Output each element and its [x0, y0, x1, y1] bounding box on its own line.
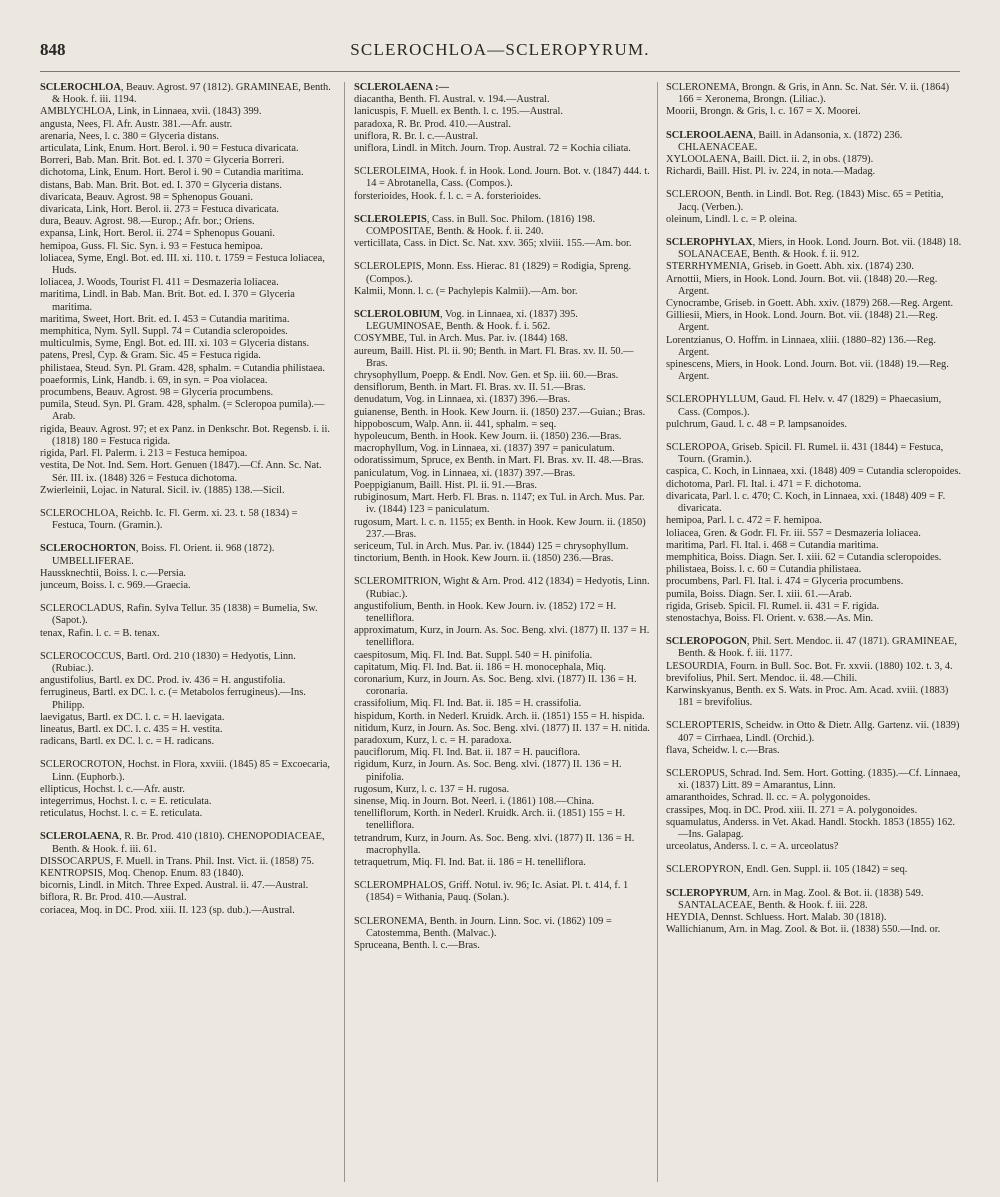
entry-line: Richardi, Baill. Hist. Pl. iv. 224, in nota.—Madag. — [666, 166, 876, 178]
entry-line: SCLEROCHLOA, Beauv. Agrost. 97 (1812). GRAMINEAE, Benth. & Hook. f. iii. 1194. — [40, 82, 331, 106]
column-divider — [344, 82, 345, 1182]
entry-line: memphitica, Boiss. Diagn. Ser. I. xiii. 62 = Cutandia scleropoides. — [666, 551, 942, 563]
entry-line: SCLERONEMA, Benth. in Journ. Linn. Soc. vi. (1862) 109 = Catostemma, Benth. (Malvac.). — [354, 915, 612, 939]
entry-line: coronarium, Kurz, in Journ. As. Soc. Beng. xlvi. (1877) II. 136 = H. coronaria. — [354, 673, 637, 698]
entry-line: hemipoa, Parl. l. c. 472 = F. hemipoa. — [666, 515, 822, 527]
entry-line: hypoleucum, Benth. in Hook. Kew Journ. ii. (1850) 236.—Bras. — [354, 431, 622, 443]
entry-line: Zwierleinii, Lojac. in Natural. Sicil. iv. (1885) 138.—Sicil. — [40, 484, 285, 496]
entry-line: hispidum, Korth. in Nederl. Kruidk. Arch. ii. (1851) 155 = H. hispida. — [354, 710, 645, 722]
entry-line: hippoboscum, Walp. Ann. ii. 441, sphalm. = seq. — [354, 418, 557, 430]
headword: SCLEROCHLOA — [40, 82, 121, 93]
entry-line: HEYDIA, Dennst. Schluess. Hort. Malab. 30 (1818). — [666, 911, 887, 923]
entry-line: tetraquetrum, Miq. Fl. Ind. Bat. ii. 186 = H. tenelliflora. — [354, 856, 586, 868]
entry-line: SCLEROLEPIS, Monn. Ess. Hierac. 81 (1829) = Rodigia, Spreng. (Compos.). — [354, 261, 632, 285]
entry-line: densiflorum, Benth. in Mart. Fl. Bras. xv. II. 51.—Bras. — [354, 382, 586, 394]
entry-line: maritima, Lindl. in Bab. Man. Brit. Bot. ed. I. 370 = Glyceria maritima. — [40, 289, 295, 313]
entry-line: forsterioides, Hook. f. l. c. = A. forsterioides. — [354, 190, 542, 202]
entry-line: Cynocrambe, Griseb. in Goett. Abh. xxiv. (1879) 268.—Reg. Argent. — [666, 298, 954, 310]
headword: SCLEROLAENA — [40, 831, 120, 843]
running-head: SCLEROCHLOA—SCLEROPYRUM. — [350, 40, 650, 59]
entry-line: spinescens, Miers, in Hook. Lond. Journ. Bot. vii. (1848) 19.—Reg. Argent. — [666, 359, 949, 383]
entry-line: nitidum, Kurz, in Journ. As. Soc. Beng. xlvi. (1877) II. 137 = H. nitida. — [354, 722, 650, 734]
dictionary-entry — [666, 768, 962, 853]
dictionary-entry — [354, 309, 652, 565]
headword: SCLEROLEPIS — [354, 213, 427, 225]
entry-line: divaricata, Beauv. Agrost. 98 = Sphenopus Gouani. — [40, 191, 253, 203]
entry-line: philistaea, Boiss. l. c. 60 = Cutandia philistaea. — [666, 564, 862, 576]
dictionary-entry — [354, 261, 652, 298]
entry-line: brevifolius, Phil. Sert. Mendoc. ii. 48.—Chili. — [666, 672, 858, 684]
entry-line: SCLEROOLAENA, Baill. in Adansonia, x. (1872) 236. CHLAENACEAE. — [666, 129, 903, 153]
entry-line: junceum, Boiss. l. c. 969.—Graecia. — [40, 579, 191, 591]
entry-line: capitatum, Miq. Fl. Ind. Bat. ii. 186 = H. monocephala, Miq. — [354, 661, 607, 673]
entry-line: sericeum, Tul. in Arch. Mus. Par. iv. (1844) 125 = chrysophyllum. — [354, 540, 629, 552]
entry-line: sinense, Miq. in Journ. Bot. Neerl. i. (1861) 108.—China. — [354, 795, 595, 807]
entry-line: diacantha, Benth. Fl. Austral. v. 194.—Austral. — [354, 94, 550, 106]
headword: SCLEROPYRUM — [666, 887, 748, 899]
entry-line: memphitica, Nym. Syll. Suppl. 74 = Cutandia scleropoides. — [40, 326, 288, 338]
column-divider — [657, 82, 658, 1182]
entry-line: SCLERONEMA, Brongn. & Gris, in Ann. Sc. Nat. Sér. V. ii. (1864) 166 = Xeronema, Brongn. (Liliac.). — [666, 82, 950, 106]
entry-line: crassifolium, Miq. Fl. Ind. Bat. ii. 185 = H. crassifolia. — [354, 698, 582, 710]
entry-line: denudatum, Vog. in Linnaea, xi. (1837) 396.—Bras. — [354, 394, 571, 406]
entry-line: SCLEROCLADUS, Rafin. Sylva Tellur. 35 (1838) = Bumelia, Sw. (Sapot.). — [40, 603, 318, 627]
entry-line: pumila, Steud. Syn. Pl. Gram. 428, sphalm. (= Scleropoa pumila).—Arab. — [40, 399, 325, 423]
entry-line: SCLEROPYRUM, Arn. in Mag. Zool. & Bot. ii. (1838) 549. SANTALACEAE, Benth. & Hook. f. iii. 228. — [666, 887, 924, 911]
entry-line: dura, Beauv. Agrost. 98.—Europ.; Afr. bor.; Oriens. — [40, 216, 255, 228]
entry-line: tinctorium, Benth. in Hook. Kew Journ. ii. (1850) 236.—Bras. — [354, 553, 614, 565]
entry-line: uniflora, R. Br. l. c.—Austral. — [354, 130, 479, 142]
dictionary-entry — [666, 442, 962, 625]
entry-line: SCLEROMITRION, Wight & Arn. Prod. 412 (1834) = Hedyotis, Linn. (Rubiac.). — [354, 576, 650, 600]
dictionary-entry — [666, 130, 962, 179]
entry-line: lanicuspis, F. Muell. ex Benth. l. c. 195.—Austral. — [354, 106, 563, 118]
entry-line: paniculatum, Vog. in Linnaea, xi. (1837) 397.—Bras. — [354, 467, 576, 479]
entry-line: biflora, R. Br. Prod. 410.—Austral. — [40, 892, 187, 904]
entry-line: Lorentzianus, O. Hoffm. in Linnaea, xliii. (1880–82) 136.—Reg. Argent. — [666, 334, 936, 358]
entry-line: guianense, Benth. in Hook. Kew Journ. ii. (1850) 237.—Guian.; Bras. — [354, 406, 646, 418]
entry-line: SCLEROPOGON, Phil. Sert. Mendoc. ii. 47 (1871). GRAMINEAE, Benth. & Hook. f. iii. 1177. — [666, 636, 957, 660]
entry-line: maritima, Parl. Fl. Ital. i. 468 = Cutandia maritima. — [666, 539, 879, 551]
entry-line: SCLEROCHORTON, Boiss. Fl. Orient. ii. 968 (1872). UMBELLIFERAE. — [40, 543, 275, 567]
entry-line: crassipes, Moq. in DC. Prod. xiii. II. 271 = A. polygonoides. — [666, 804, 918, 816]
entry-line: SCLEROPHYLLUM, Gaud. Fl. Helv. v. 47 (1829) = Phaecasium, Cass. (Compos.). — [666, 394, 942, 418]
entry-line: verticillata, Cass. in Dict. Sc. Nat. xxv. 365; xlviii. 155.—Am. bor. — [354, 238, 632, 250]
entry-line: chrysophyllum, Poepp. & Endl. Nov. Gen. et Sp. iii. 60.—Bras. — [354, 370, 619, 382]
entry-line: pulchrum, Gaud. l. c. 48 = P. lampsanoides. — [666, 418, 848, 430]
entry-line: rugosum, Mart. l. c. n. 1155; ex Benth. in Hook. Kew Journ. ii. (1850) 237.—Bras. — [354, 516, 646, 540]
entry-line: Haussknechtii, Boiss. l. c.—Persia. — [40, 567, 187, 579]
entry-line: dichotoma, Parl. Fl. Ital. i. 471 = F. dichotoma. — [666, 478, 862, 490]
entry-line: lineatus, Bartl. ex DC. l. c. 435 = H. vestita. — [40, 723, 223, 735]
entry-line: multiculmis, Syme, Engl. Bot. ed. III. xi. 103 = Glyceria distans. — [40, 338, 310, 350]
entry-line: tenax, Rafin. l. c. = B. tenax. — [40, 627, 160, 639]
headword: SCLEROPOGON — [666, 636, 747, 648]
entry-line: angustifolius, Bartl. ex DC. Prod. iv. 436 = H. angustifolia. — [40, 675, 286, 687]
entry-line: patens, Presl, Cyp. & Gram. Sic. 45 = Festuca rigida. — [40, 350, 261, 362]
entry-line: Poeppigianum, Baill. Hist. Pl. ii. 91.—Bras. — [354, 479, 537, 491]
dictionary-entry — [40, 508, 332, 532]
entry-line: KENTROPSIS, Moq. Chenop. Enum. 83 (1840). — [40, 867, 244, 879]
entry-line: distans, Bab. Man. Brit. Bot. ed. I. 370 = Glyceria distans. — [40, 179, 282, 191]
entry-line: AMBLYCHLOA, Link, in Linnaea, xvii. (1843) 399. — [40, 106, 262, 118]
column-3 — [666, 82, 962, 1187]
entry-line: squamulatus, Anderss. in Vet. Akad. Handl. Stockh. 1853 (1855) 162.—Ins. Galapag. — [666, 816, 955, 840]
entry-line: SCLEROCHLOA, Reichb. Ic. Fl. Germ. xi. 23. t. 58 (1834) = Festuca, Tourn. (Gramin.). — [40, 507, 298, 532]
entry-line: approximatum, Kurz, in Journ. As. Soc. Beng. xlvi. (1877) II. 137 = H. tenelliflora. — [354, 625, 650, 649]
entry-line: STERRHYMENIA, Griseb. in Goett. Abh. xix. (1874) 230. — [666, 261, 914, 273]
entry-line: bicornis, Lindl. in Mitch. Three Exped. Austral. ii. 47.—Austral. — [40, 880, 309, 892]
entry-line: flava, Scheidw. l. c.—Bras. — [666, 744, 780, 756]
entry-line: SCLEROLAENA, R. Br. Prod. 410 (1810). CHENOPODIACEAE, Benth. & Hook. f. iii. 61. — [40, 831, 325, 855]
headword: SCLEROOLAENA — [666, 129, 754, 141]
entry-line: rubiginosum, Mart. Herb. Fl. Bras. n. 1147; ex Tul. in Arch. Mus. Par. iv. (1844) 123 = paniculatum. — [354, 492, 645, 516]
entry-line: amaranthoides, Schrad. ll. cc. = A. polygonoides. — [666, 792, 871, 804]
headword: SCLEROCHORTON — [40, 543, 136, 555]
entry-line: divaricata, Parl. l. c. 470; C. Koch, in Linnaea, xxi. (1848) 409 = F. divaricata. — [666, 490, 946, 515]
dictionary-entry — [40, 82, 332, 497]
entry-line: LESOURDIA, Fourn. in Bull. Soc. Bot. Fr. xxvii. (1880) 102. t. 3, 4. — [666, 660, 953, 672]
dictionary-entry — [354, 880, 652, 904]
entry-line: SCLEROPOA, Griseb. Spicil. Fl. Rumel. ii. 431 (1844) = Festuca, Tourn. (Gramin.). — [666, 442, 944, 466]
entry-line: Karwinskyanus, Benth. ex S. Wats. in Proc. Am. Acad. xviii. (1883) 181 = brevifolius. — [666, 684, 949, 709]
headword: SCLEROLOBIUM — [354, 309, 441, 321]
header-rule — [40, 71, 960, 72]
entry-line: tetrandrum, Kurz, in Journ. As. Soc. Beng. xlvi. (1877) II. 136 = H. macrophylla. — [354, 832, 635, 856]
dictionary-entry — [666, 82, 962, 119]
entry-line: angustifolium, Benth. in Hook. Kew Journ. iv. (1852) 172 = H. tenelliflora. — [354, 600, 617, 624]
entry-line: reticulatus, Hochst. l. c. = E. reticulata. — [40, 808, 203, 820]
entry-line: caspica, C. Koch, in Linnaea, xxi. (1848) 409 = Cutandia scleropoides. — [666, 466, 961, 478]
dictionary-entry — [666, 864, 962, 876]
entry-line: paradoxa, R. Br. Prod. 410.—Austral. — [354, 118, 511, 130]
entry-line: Moorii, Brongn. & Gris, l. c. 167 = X. Moorei. — [666, 106, 861, 118]
dictionary-entry — [354, 82, 652, 155]
entry-line: Borreri, Bab. Man. Brit. Bot. ed. I. 370 = Glyceria Borreri. — [40, 155, 285, 167]
entry-line: poaeformis, Link, Handb. i. 69, in syn. = Poa violacea. — [40, 374, 268, 386]
entry-line: oleinum, Lindl. l. c. = P. oleina. — [666, 213, 798, 225]
entry-line: ferrugineus, Bartl. ex DC. l. c. (= Metabolos ferrugineus).—Ins. Philipp. — [40, 687, 306, 711]
page-header — [40, 40, 960, 70]
entry-line — [354, 82, 652, 94]
dictionary-entry — [40, 651, 332, 749]
entry-line: Kalmii, Monn. l. c. (= Pachylepis Kalmii).—Am. bor. — [354, 285, 578, 297]
entry-line: SCLEROLEPIS, Cass. in Bull. Soc. Philom. (1816) 198. COMPOSITAE, Benth. & Hook. f. ii. 240. — [354, 213, 596, 238]
dictionary-entry — [354, 166, 652, 203]
entry-line: maritima, Sweet, Hort. Brit. ed. I. 453 = Cutandia maritima. — [40, 313, 290, 325]
entry-line: loliacea, Gren. & Godr. Fl. Fr. iii. 557 = Desmazeria loliacea. — [666, 527, 921, 539]
entry-line: pauciflorum, Miq. Fl. Ind. Bat. ii. 187 = H. pauciflora. — [354, 747, 581, 759]
entry-line: SCLEROMPHALOS, Griff. Notul. iv. 96; Ic. Asiat. Pl. t. 414, f. 1 (1854) = Withania, Pauq. (Solan.). — [354, 880, 629, 904]
entry-line: vestita, De Not. Ind. Sem. Hort. Genuen (1847).—Cf. Ann. Sc. Nat. Sér. III. ix. (1848) 326 = Festuca dichotoma. — [40, 460, 322, 484]
entry-line: rigida, Griseb. Spicil. Fl. Rumel. ii. 431 = F. rigida. — [666, 600, 880, 612]
entry-line: SCLEROLEIMA, Hook. f. in Hook. Lond. Journ. Bot. v. (1847) 444. t. 14 = Abrotanella, Cass. (Compos.). — [354, 166, 650, 190]
dictionary-entry — [40, 603, 332, 640]
entry-line: SCLEROCROTON, Hochst. in Flora, xxviii. (1845) 85 = Excoecaria, Linn. (Euphorb.). — [40, 759, 330, 783]
entry-line: odoratissimum, Spruce, ex Benth. in Mart. Fl. Bras. xv. II. 48.—Bras. — [354, 455, 644, 467]
entry-line: stenostachya, Boiss. Fl. Orient. v. 638.—As. Min. — [666, 612, 874, 624]
entry-line: rugosum, Kurz, l. c. 137 = H. rugosa. — [354, 783, 510, 795]
entry-line: expansa, Link, Hort. Berol. ii. 274 = Sphenopus Gouani. — [40, 228, 276, 240]
entry-line: integerrimus, Hochst. l. c. = E. reticulata. — [40, 795, 212, 807]
dictionary-entry — [666, 237, 962, 383]
entry-line: paradoxum, Kurz, l. c. = H. paradoxa. — [354, 734, 512, 746]
entry-line: hemipoa, Guss. Fl. Sic. Syn. i. 93 = Festuca hemipoa. — [40, 240, 263, 252]
entry-line: Gilliesii, Miers, in Hook. Lond. Journ. Bot. vii. (1848) 21.—Reg. Argent. — [666, 310, 938, 334]
column-2 — [354, 82, 652, 1187]
headword: SCLEROPHYLAX — [666, 237, 753, 249]
entry-line: urceolatus, Anderss. l. c. = A. urceolatus? — [666, 841, 839, 853]
entry-line: SCLEROLOBIUM, Vog. in Linnaea, xi. (1837) 395. LEGUMINOSAE, Benth. & Hook. f. i. 562. — [354, 309, 578, 333]
entry-line: dichotoma, Link, Enum. Hort. Berol i. 90 = Cutandia maritima. — [40, 167, 304, 179]
entry-line: rigida, Beauv. Agrost. 97; et ex Panz. in Denkschr. Bot. Regensb. i. ii. (1818) 180 = Festuca rigida. — [40, 423, 330, 447]
entry-line: DISSOCARPUS, F. Muell. in Trans. Phil. Inst. Vict. ii. (1858) 75. — [40, 855, 315, 867]
dictionary-entry — [40, 831, 332, 916]
entry-line: SCLEROPYRON, Endl. Gen. Suppl. ii. 105 (1842) = seq. — [666, 864, 908, 876]
dictionary-entry — [354, 576, 652, 869]
entry-line: Arnottii, Miers, in Hook. Lond. Journ. Bot. vii. (1848) 20.—Reg. Argent. — [666, 273, 938, 297]
entry-line: SCLEROPUS, Schrad. Ind. Sem. Hort. Gotting. (1835).—Cf. Linnaea, xi. (1837) Litt. 89 = Amarantus, Linn. — [666, 767, 961, 792]
entry-line: loliacea, J. Woods, Tourist Fl. 411 = Desmazeria loliacea. — [40, 277, 279, 289]
entry-line: rigida, Parl. Fl. Palerm. i. 213 = Festuca hemipoa. — [40, 448, 248, 460]
dictionary-entry — [354, 916, 652, 953]
entry-line: ellipticus, Hochst. l. c.—Afr. austr. — [40, 783, 185, 795]
entry-line: radicans, Bartl. ex DC. l. c. = H. radicans. — [40, 736, 215, 748]
dictionary-entry — [666, 720, 962, 757]
entry-line: SCLEROON, Benth. in Lindl. Bot. Reg. (1843) Misc. 65 = Petitia, Jacq. (Verben.). — [666, 189, 944, 213]
entry-line: procumbens, Beauv. Agrost. 98 = Glyceria procumbens. — [40, 387, 274, 399]
entry-line: aureum, Baill. Hist. Pl. ii. 90; Benth. in Mart. Fl. Bras. xv. II. 50.—Bras. — [354, 345, 634, 369]
entry-line: procumbens, Parl. Fl. Ital. i. 474 = Glyceria procumbens. — [666, 576, 904, 588]
entry-line: loliacea, Syme, Engl. Bot. ed. III. xi. 110. t. 1759 = Festuca loliacea, Huds. — [40, 252, 325, 277]
dictionary-entry — [40, 543, 332, 592]
entry-line: Spruceana, Benth. l. c.—Bras. — [354, 940, 480, 951]
dictionary-entry — [354, 214, 652, 251]
entry-line: rigidum, Kurz, in Journ. As. Soc. Beng. xlvi. (1877) II. 136 = H. pinifolia. — [354, 759, 622, 783]
entry-line: pumila, Boiss. Diagn. Ser. I. xiii. 61.—Arab. — [666, 588, 852, 600]
entry-line: SCLEROPHYLAX, Miers, in Hook. Lond. Journ. Bot. vii. (1848) 18. SOLANACEAE, Benth. & Hook. f. ii. 912. — [666, 237, 962, 261]
page-number: 848 — [40, 40, 66, 59]
dictionary-entry — [666, 189, 962, 226]
entry-line: tenelliflorum, Korth. in Nederl. Kruidk. Arch. ii. (1851) 155 = H. tenelliflora. — [354, 808, 626, 832]
entry-line: coriacea, Moq. in DC. Prod. xiii. II. 123 (sp. dub.).—Austral. — [40, 904, 295, 916]
dictionary-entry — [40, 759, 332, 820]
entry-line: XYLOOLAENA, Baill. Dict. ii. 2, in obs. (1879). — [666, 154, 874, 166]
entry-line: articulata, Link, Enum. Hort. Berol. i. 90 = Festuca divaricata. — [40, 143, 299, 155]
headword: SCLEROLAENA :— — [354, 82, 449, 93]
entry-line: SCLEROCOCCUS, Bartl. Ord. 210 (1830) = Hedyotis, Linn. (Rubiac.). — [40, 650, 296, 674]
entry-line: macrophyllum, Vog. in Linnaea, xi. (1837) 397 = paniculatum. — [354, 443, 615, 455]
dictionary-entry — [666, 888, 962, 937]
dictionary-entry — [666, 394, 962, 431]
entry-line: philistaea, Steud. Syn. Pl. Gram. 428, sphalm. = Cutandia philistaea. — [40, 362, 325, 374]
entry-line: uniflora, Lindl. in Mitch. Journ. Trop. Austral. 72 = Kochia ciliata. — [354, 143, 631, 155]
entry-line: arenaria, Nees, l. c. 380 = Glyceria distans. — [40, 130, 219, 142]
column-1 — [40, 82, 332, 1187]
entry-line: angusta, Nees, Fl. Afr. Austr. 381.—Afr. austr. — [40, 118, 233, 130]
entry-line: COSYMBE, Tul. in Arch. Mus. Par. iv. (1844) 168. — [354, 333, 568, 345]
entry-line: divaricata, Link, Hort. Berol. ii. 273 = Festuca divaricata. — [40, 204, 279, 216]
entry-line: caespitosum, Miq. Fl. Ind. Bat. Suppl. 540 = H. pinifolia. — [354, 649, 593, 661]
dictionary-entry — [666, 636, 962, 709]
entry-line: laevigatus, Bartl. ex DC. l. c. = H. laevigata. — [40, 711, 225, 723]
entry-line: SCLEROPTERIS, Scheidw. in Otto & Dietr. Allg. Gartenz. vii. (1839) 407 = Cirrhaea, Lindl. (Orchid.). — [666, 720, 960, 744]
entry-line: Wallichianum, Arn. in Mag. Zool. & Bot. ii. (1838) 550.—Ind. or. — [666, 924, 941, 936]
